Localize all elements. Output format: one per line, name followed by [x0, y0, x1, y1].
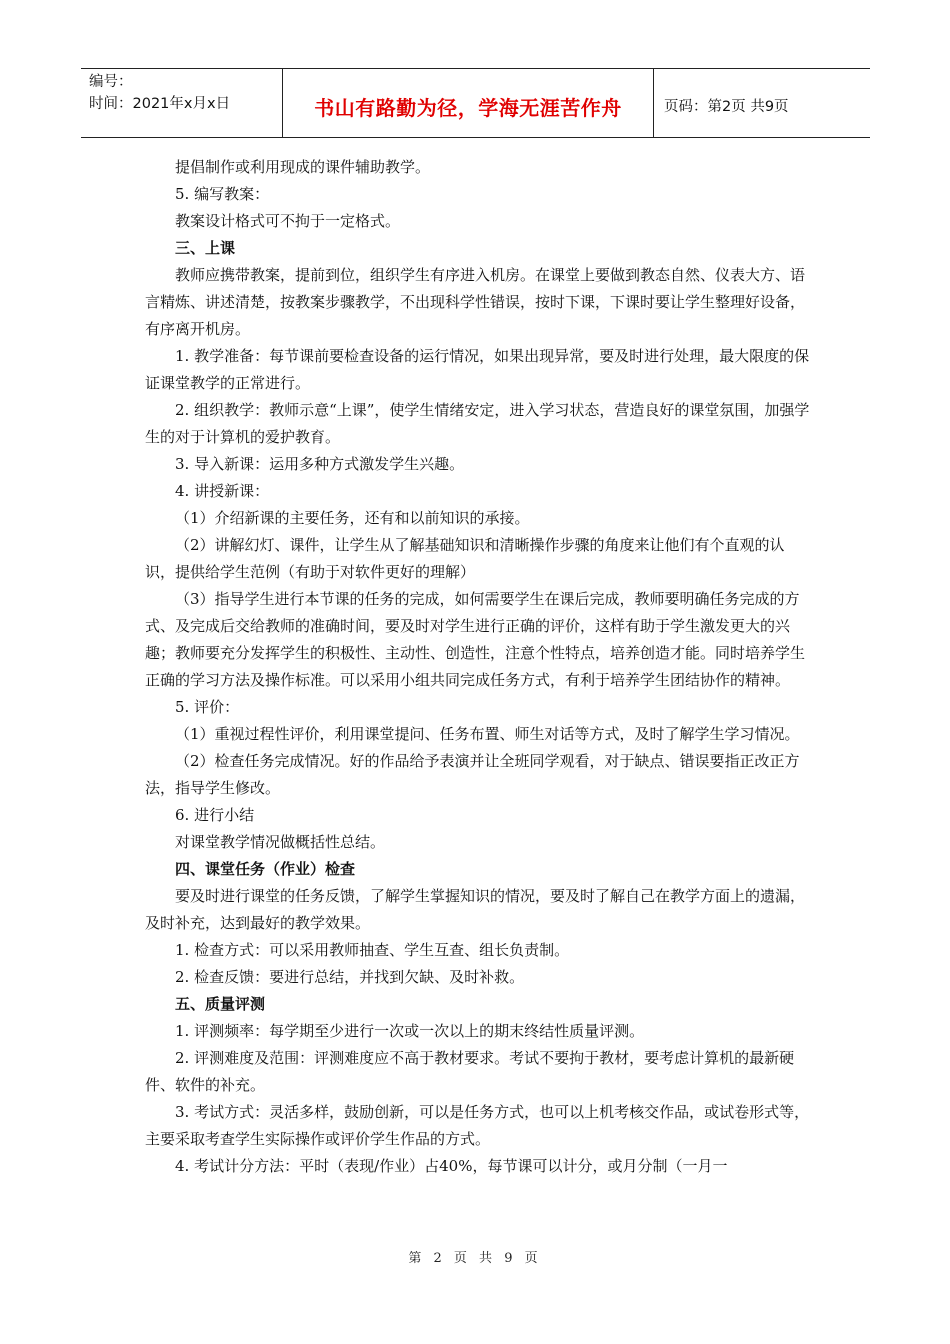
paragraph: （2）检查任务完成情况。好的作品给予表演并让全班同学观看，对于缺点、错误要指正改正方法，指导学生修改。: [145, 752, 800, 797]
document-body: [145, 154, 813, 1180]
page-footer: 第 2 页 共 9 页: [408, 1251, 542, 1266]
paragraph: （1）介绍新课的主要任务，还有和以前知识的承接。: [175, 509, 530, 527]
paragraph: 4. 考试计分方法：平时（表现/作业）占40%，每节课可以计分，或月分制（一月一: [175, 1157, 728, 1175]
section-heading: 四、课堂任务（作业）检查: [175, 860, 356, 878]
header-motto: 书山有路勤为径，学海无涯苦作舟: [283, 69, 654, 137]
paragraph: （3）指导学生进行本节课的任务的完成，如何需要学生在课后完成，教师要明确任务完成的方式、及完成后交给教师的准确时间，要及时对学生进行正确的评价，这样有助于学生激发更大的兴趣；教师要充分发挥学生的积极性、主动性、创造性，注意个性特点，培养创造才能。同时培养学生正确的学习方法及操作标准。可以采用小组共同完成任务方式，有利于培养学生团结协作的精神。: [145, 590, 806, 689]
paragraph: 1. 评测频率：每学期至少进行一次或一次以上的期末终结性质量评测。: [175, 1022, 645, 1040]
paragraph: 教师应携带教案，提前到位，组织学生有序进入机房。在课堂上要做到教态自然、仪表大方、语言精炼、讲述清楚，按教案步骤教学，不出现科学性错误，按时下课，下课时要让学生整理好设备，有序离开机房。: [145, 266, 806, 338]
paragraph: 5. 编写教案：: [175, 185, 270, 203]
paragraph: 提倡制作或利用现成的课件辅助教学。: [175, 158, 431, 176]
paragraph: 2. 评测难度及范围：评测难度应不高于教材要求。考试不要拘于教材，要考虑计算机的最新硬件、软件的补充。: [145, 1049, 795, 1094]
header-time-label: 时间：2021年x月x日: [89, 96, 231, 112]
document-header: [81, 68, 870, 138]
paragraph: 对课堂教学情况做概括性总结。: [175, 833, 386, 851]
paragraph: 2. 组织教学：教师示意“上课”，使学生情绪安定，进入学习状态，营造良好的课堂氛围，加强学生的对于计算机的爱护教育。: [145, 401, 810, 446]
paragraph: 5. 评价：: [175, 698, 240, 716]
header-page-label: 页码：第2页 共9页: [664, 98, 789, 115]
paragraph: 6. 进行小结: [175, 806, 255, 824]
section-heading: 三、上课: [175, 239, 236, 257]
paragraph: （2）讲解幻灯、课件，让学生从了解基础知识和清晰操作步骤的角度来让他们有个直观的认识，提供给学生范例（有助于对软件更好的理解）: [145, 536, 785, 581]
paragraph: 4. 讲授新课：: [175, 482, 270, 500]
paragraph: 1. 检查方式：可以采用教师抽查、学生互查、组长负责制。: [175, 941, 570, 959]
paragraph: 1. 教学准备：每节课前要检查设备的运行情况，如果出现异常，要及时进行处理，最大限度的保证课堂教学的正常进行。: [145, 347, 810, 392]
paragraph: 要及时进行课堂的任务反馈，了解学生掌握知识的情况，要及时了解自己在教学方面上的遗漏，及时补充，达到最好的教学效果。: [145, 887, 806, 932]
header-number-label: 编号：: [89, 74, 133, 90]
paragraph: 教案设计格式可不拘于一定格式。: [175, 212, 401, 230]
section-heading: 五、质量评测: [175, 995, 266, 1013]
header-meta: [81, 69, 283, 137]
paragraph: 3. 考试方式：灵活多样，鼓励创新，可以是任务方式，也可以上机考核交作品，或试卷形式等，主要采取考查学生实际操作或评价学生作品的方式。: [145, 1103, 810, 1148]
paragraph: 2. 检查反馈：要进行总结，并找到欠缺、及时补救。: [175, 968, 525, 986]
paragraph: 3. 导入新课：运用多种方式激发学生兴趣。: [175, 455, 465, 473]
paragraph: （1）重视过程性评价，利用课堂提问、任务布置、师生对话等方式，及时了解学生学习情况。: [175, 725, 800, 743]
